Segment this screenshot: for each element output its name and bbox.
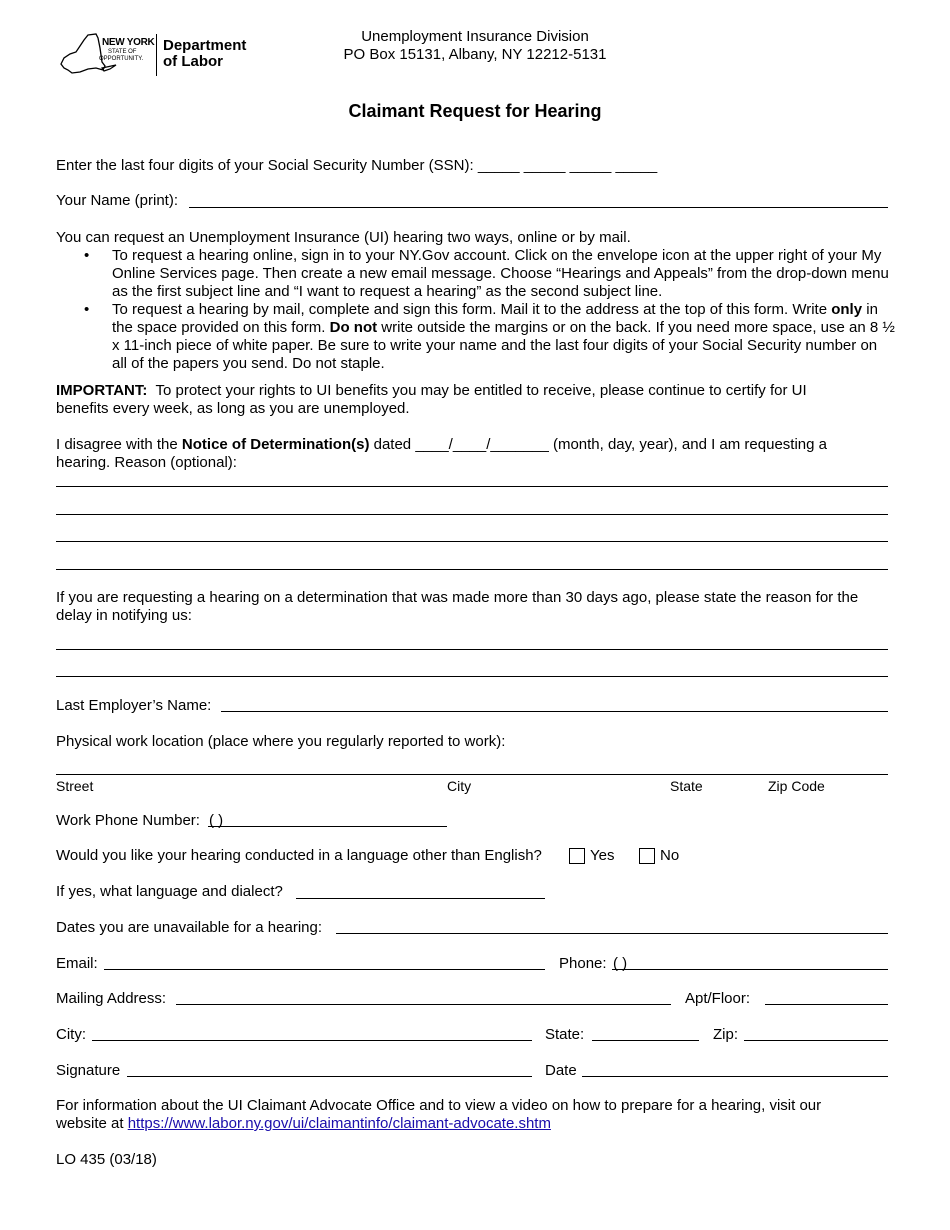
request-methods-list — [56, 247, 896, 373]
date-label: Date — [545, 1062, 577, 1079]
reason-line-4[interactable] — [56, 569, 888, 570]
unavailable-label: Dates you are unavailable for a hearing: — [56, 919, 323, 936]
division-name: Unemployment Insurance Division — [361, 28, 589, 45]
location-input-line[interactable] — [56, 774, 888, 775]
location-street-caption: Street — [56, 778, 94, 794]
state-input-line[interactable] — [592, 1040, 699, 1041]
bullet-mail-text-b: in the space provided on this form. — [112, 301, 878, 336]
disagree-text-a: I disagree with the — [56, 436, 178, 453]
logo-dept-line1: Department — [163, 37, 247, 54]
list-item-online: • To request a hearing online, sign in to your NY.Gov account. Click on the envelope icon at the upper right of your My Online Services page. Then create a new email message. Choose “Hearings and Appeals” from the drop-down menu as the first subject line and “I want to request a hearing” as the second subject line. — [84, 247, 889, 300]
logo-dept-line2: of Labor — [163, 53, 223, 70]
email-label: Email: — [56, 955, 98, 972]
employer-label: Last Employer’s Name: — [56, 697, 212, 714]
ssn-label: Enter the last four digits of your Social Security Number (SSN): _____ _____ _____ _____ — [56, 157, 658, 174]
email-input-line[interactable] — [104, 969, 545, 970]
logo-state-line1: NEW YORK — [102, 37, 155, 48]
language-no-checkbox[interactable] — [639, 848, 655, 864]
claimant-advocate-link[interactable]: https://www.labor.ny.gov/ui/claimantinfo/claimant-advocate.shtm — [127, 1115, 551, 1132]
reason-line-1[interactable] — [56, 486, 888, 487]
logo-state-line2: STATE OF — [108, 49, 137, 55]
state-label: State: — [545, 1026, 585, 1043]
signature-input-line[interactable] — [127, 1076, 532, 1077]
signature-label: Signature — [56, 1062, 121, 1079]
important-text: To protect your rights to UI benefits you may be entitled to receive, please continue to certify for UI benefits every week, as long as you are unemployed. — [56, 382, 807, 417]
bullet-online-text: To request a hearing online, sign in to your NY.Gov account. Click on the envelope icon at the upper right of your My Online Services page. Then create a new email message. Choose “Hearings and Appeals” from the drop-down menu as the first subject line and “I want to request a hearing” as the second subject line. — [112, 247, 889, 300]
location-city-caption: City — [447, 778, 472, 794]
reason-line-2[interactable] — [56, 514, 888, 515]
mailing-address-input-line[interactable] — [176, 1004, 671, 1005]
name-input-line[interactable] — [189, 207, 888, 208]
bullet-mail-text-c: write outside the margins or on the back. If you need more space, use an 8 ½ x 11-inch piece of white paper. Be sure to write your name and the last four digits of your Social Security number on all of the papers you send. Do not staple. — [112, 319, 895, 372]
location-state-caption: State — [670, 778, 703, 794]
bullet-mail-text-a: To request a hearing by mail, complete and sign this form. Mail it to the address at the top of this form. Write — [112, 301, 828, 318]
reason-line-3[interactable] — [56, 541, 888, 542]
delay-line-1[interactable] — [56, 649, 888, 650]
page-title: Claimant Request for Hearing — [348, 101, 602, 121]
location-zip-caption: Zip Code — [768, 778, 825, 794]
location-label: Physical work location (place where you regularly reported to work): — [56, 733, 506, 750]
phone-label: Phone: — [559, 955, 607, 972]
disagree-text-b: dated ____/____/_______ (month, day, year), and I am requesting a hearing. Reason (optional): — [56, 436, 827, 471]
bullet-mail-donot: Do not — [329, 319, 378, 336]
unavailable-input-line[interactable] — [336, 933, 888, 934]
apt-floor-label: Apt/Floor: — [685, 990, 751, 1007]
employer-input-line[interactable] — [221, 711, 888, 712]
bullet-mail-only: only — [831, 301, 863, 318]
important-notice — [56, 382, 856, 418]
work-phone-paren: ( ) — [209, 812, 224, 829]
division-address: PO Box 15131, Albany, NY 12212-5131 — [343, 46, 607, 63]
footer-info — [56, 1097, 876, 1133]
city-input-line[interactable] — [92, 1040, 532, 1041]
phone-paren: ( ) — [613, 955, 628, 972]
form-id: LO 435 (03/18) — [56, 1151, 157, 1168]
mailing-address-label: Mailing Address: — [56, 990, 167, 1007]
language-question: Would you like your hearing conducted in a language other than English? — [56, 847, 542, 864]
intro-text: You can request an Unemployment Insurance (UI) hearing two ways, online or by mail. — [56, 229, 631, 246]
language-yes-checkbox[interactable] — [569, 848, 585, 864]
logo-state-line3: OPPORTUNITY. — [99, 56, 144, 62]
zip-input-line[interactable] — [744, 1040, 888, 1041]
language-yes-label: Yes — [590, 847, 615, 864]
phone-input-line[interactable] — [612, 969, 888, 970]
work-phone-input-line[interactable] — [208, 826, 447, 827]
date-input-line[interactable] — [582, 1076, 888, 1077]
zip-label: Zip: — [713, 1026, 739, 1043]
language-dialect-label: If yes, what language and dialect? — [56, 883, 283, 900]
work-phone-label: Work Phone Number: — [56, 812, 200, 829]
delay-text: If you are requesting a hearing on a determination that was made more than 30 days ago, please state the reason for the delay in notifying us: — [56, 589, 859, 624]
important-label: IMPORTANT: — [56, 382, 148, 399]
disagree-notice: Notice of Determination(s) — [181, 436, 370, 453]
name-label: Your Name (print): — [56, 192, 178, 209]
language-no-label: No — [660, 847, 680, 864]
city-label: City: — [56, 1026, 86, 1043]
list-item-mail: • To request a hearing by mail, complete and sign this form. Mail it to the address at the top of this form. Write only in the space provided on this form. Do not write outside the margins or on the back. If you need more space, use an 8 ½ x 11-inch piece of white paper. Be sure to write your name and the last four digits of your Social Security number on all of the papers you send. Do not staple. — [84, 301, 895, 372]
footer-text: For information about the UI Claimant Advocate Office and to view a video on how to prepare for a hearing, visit our website at — [56, 1097, 822, 1132]
delay-line-2[interactable] — [56, 676, 888, 677]
language-dialect-input-line[interactable] — [296, 898, 545, 899]
apt-floor-input-line[interactable] — [765, 1004, 888, 1005]
disagree-statement — [56, 436, 876, 472]
